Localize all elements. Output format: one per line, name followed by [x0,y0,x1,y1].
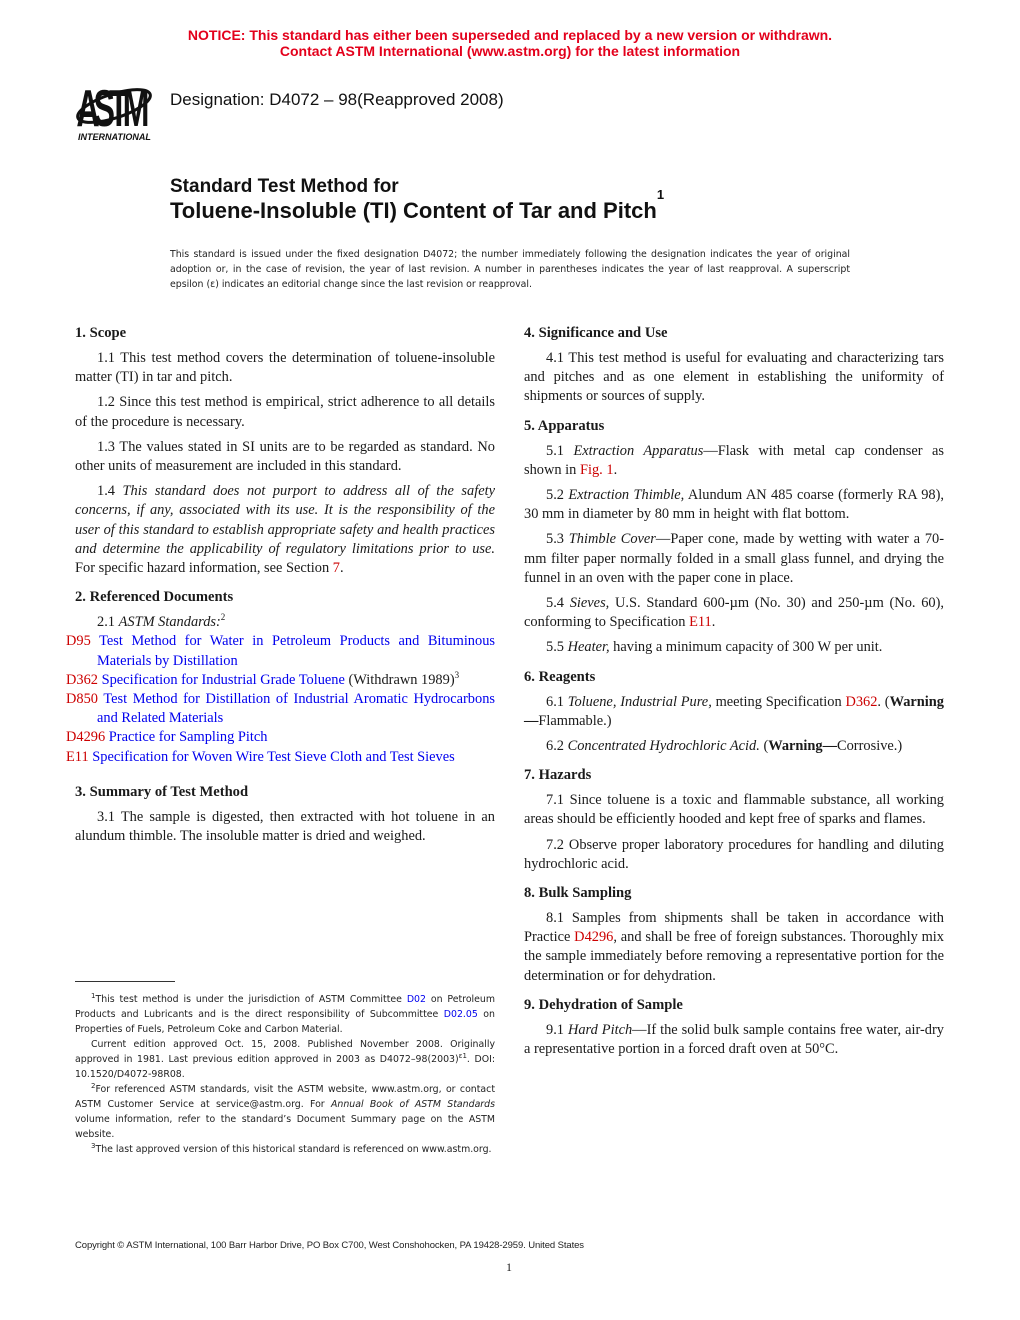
footnote-1-edition: Current edition approved Oct. 15, 2008. Published November 2008. Originally approved in 1981. Last previous edition approved in 2003 as $D4072-98(2003)^{\varepsilon 1}$. DOI: 10.1520/D4072-98R08. [75,1039,495,1080]
d02-05-link[interactable]: D02.05 [443,1009,478,1020]
ref-title-link[interactable]: Test Method for Distillation of Industrial Aromatic Hydrocarbons and Related Materials [97,691,495,727]
ref-title-link[interactable]: Specification for Industrial Grade Toluene [101,671,345,688]
footnote-3: $^3$The last approved version of this historical standard is referenced on www.astm.org. [91,1141,492,1155]
section-heading: 1. Scope [75,325,127,341]
left-column [66,324,495,856]
section-scope [75,324,495,578]
section-bulk-sampling [524,884,944,986]
paragraph: 1.3 The values stated in SI units are to be regarded as standard. No other units of measurement are included in this standard. [75,438,495,475]
paragraph: 5.3 Thimble Cover—Paper cone, made by wetting with water a 70-mm filter paper normally folded in a small glass funnel, and drying the funnel in an oven with the paper cone in place. [524,531,945,586]
ref-title-link[interactable]: Practice for Sampling Pitch [108,729,268,746]
section-referenced-documents [66,588,495,767]
d4296-link[interactable]: D4296 [574,929,614,946]
footnotes [75,992,495,1157]
section-heading: 9. Dehydration of Sample [524,996,683,1013]
svg-text:ASTM: ASTM [76,80,150,132]
right-column [524,324,944,1069]
superseded-notice [0,27,1020,59]
page-title: Toluene-Insoluble (TI) Content of Tar and Pitch$^1$ [170,187,665,223]
paragraph: 7.2 Observe proper laboratory procedures for handling and diluting hydrochloric acid. [524,836,944,872]
section-significance [524,324,944,407]
ref-title-link[interactable]: Specification for Woven Wire Test Sieve Cloth and Test Sieves [92,748,455,765]
intro-paragraph: This standard is issued under the fixed designation D4072; the number immediately following the designation indicates the year of original adoption or, in the case of revision, the year of last revision. A number in parentheses indicates the year of last reapproval. A superscript epsilon (ε) indicates an editorial change since the last revision or reapproval. [170,249,850,290]
section-heading: 5. Apparatus [524,417,605,434]
title-line-1: Standard Test Method for [170,176,399,197]
paragraph: 7.1 Since toluene is a toxic and flammable substance, all working areas should be efficiently hooded and kept free of sparks and flames. [524,792,944,828]
reference-item [66,690,495,728]
ref-title-link[interactable]: Test Method for Water in Petroleum Products and Bituminous Materials by Distillation [97,633,495,669]
notice-line-1: NOTICE: This standard has either been superseded and replaced by a new version or withdrawn. [187,27,833,43]
d02-link[interactable]: D02 [406,994,426,1005]
designation: Designation: D4072 – 98(Reapproved 2008) [170,90,504,109]
title-footnote-mark[interactable]: 1 [656,187,665,202]
section-7-link[interactable]: 7 [332,560,340,577]
paragraph: 5.5 Heater, having a minimum capacity of 300 W per unit. [546,639,883,656]
paragraph: 4.1 This test method is useful for evaluating and characterizing tars and pitches and as one element in establishing the uniformity of shipments or sources of supply. [524,350,944,405]
section-heading: 6. Reagents [524,668,596,685]
d362-link[interactable]: D362 [845,693,878,710]
ref-code-link[interactable]: D95 [66,633,91,650]
paragraph: 3.1 The sample is digested, then extracted with hot toluene in an alundum thimble. The insoluble matter is dried and weighed. [75,808,495,845]
reference-item [66,748,495,767]
e11-link[interactable]: E11 [689,614,712,631]
paragraph: 5.1 Extraction Apparatus—Flask with metal cap condenser as shown in Fig. 1. [524,442,944,478]
paragraph: 1.4 This standard does not purport to address all of the safety concerns, if any, associated with its use. It is the responsibility of the user of this standard to establish appropriate safety and health practices and determine the applicability of regulatory limitations prior to use. For specific hazard information, see Section 7. [75,483,495,577]
section-dehydration [524,996,944,1059]
section-apparatus [524,417,944,658]
section-heading: 2. Referenced Documents [75,589,234,606]
paragraph: 5.4 Sieves, U.S. Standard 600-µm (No. 30) and 250-µm (No. 60), conforming to Specification E11. [524,595,944,631]
paragraph: 5.2 Extraction Thimble, Alundum AN 485 coarse (formerly RA 98), 30 mm in diameter by 80 mm in height with flat bottom. [524,487,944,523]
reference-item: D362 Specification for Industrial Grade Toluene (Withdrawn 1989)$^3$ [66,670,460,688]
reference-item [66,632,495,670]
paragraph: 1.1 This test method covers the determination of toluene-insoluble matter (TI) in tar and pitch. [75,350,495,386]
section-heading: 8. Bulk Sampling [524,885,632,902]
section-heading: 7. Hazards [524,767,592,784]
paragraph: 8.1 Samples from shipments shall be taken in accordance with Practice D4296, and shall be free of foreign substances. Thoroughly mix the sample immediately before removing a representative portion for the determination or for dehydration. [524,910,944,984]
paragraph: 6.1 Toluene, Industrial Pure, meeting Specification D362. (Warning—Flammable.) [524,693,944,729]
section-reagents [524,668,944,757]
page-number: 1 [506,1260,512,1274]
fig-1-link[interactable]: Fig. 1 [579,461,614,478]
section-summary [75,783,495,846]
reference-item [66,728,495,747]
paragraph: 2.1 ASTM Standards:$^2$ [97,612,226,631]
notice-line-2: Contact ASTM International (www.astm.org) for the latest information [279,43,741,59]
paragraph: 6.2 Concentrated Hydrochloric Acid. (Warning—Corrosive.) [546,738,903,755]
ref-code-link[interactable]: D850 [66,691,98,708]
section-heading: 4. Significance and Use [524,325,668,341]
ref-code-link[interactable]: D4296 [66,729,106,746]
footnote-divider [75,981,175,982]
copyright-line: Copyright © ASTM International, 100 Barr Harbor Drive, PO Box C700, West Conshohocken, PA 19428-2959. United States [75,1240,584,1251]
paragraph: 9.1 Hard Pitch—If the solid bulk sample contains free water, air-dry a representative portion in a forced draft oven at 50°C. [524,1021,944,1058]
section-heading: 3. Summary of Test Method [75,783,249,800]
ref-code-link[interactable]: E11 [66,748,89,765]
footnote-1: $^1$This test method is under the jurisdiction of ASTM Committee D02 on Petroleum Products and Lubricants and is the direct responsibility of Subcommittee D02.05 on Properties of Fuels, Petroleum Coke and Carbon Material. [75,991,496,1035]
paragraph: 1.2 Since this test method is empirical, strict adherence to all details of the procedure is necessary. [75,394,495,430]
logo-international-text: INTERNATIONAL [78,132,151,142]
section-hazards [524,766,944,874]
footnote-2: $^2$For referenced ASTM standards, visit the ASTM website, www.astm.org, or contact ASTM Customer Service at service@astm.org. For Annual Book of ASTM Standards volume information, refer to the standard’s Document Summary page on the ASTM website. [75,1081,495,1140]
ref-code-link[interactable]: D362 [66,671,98,688]
